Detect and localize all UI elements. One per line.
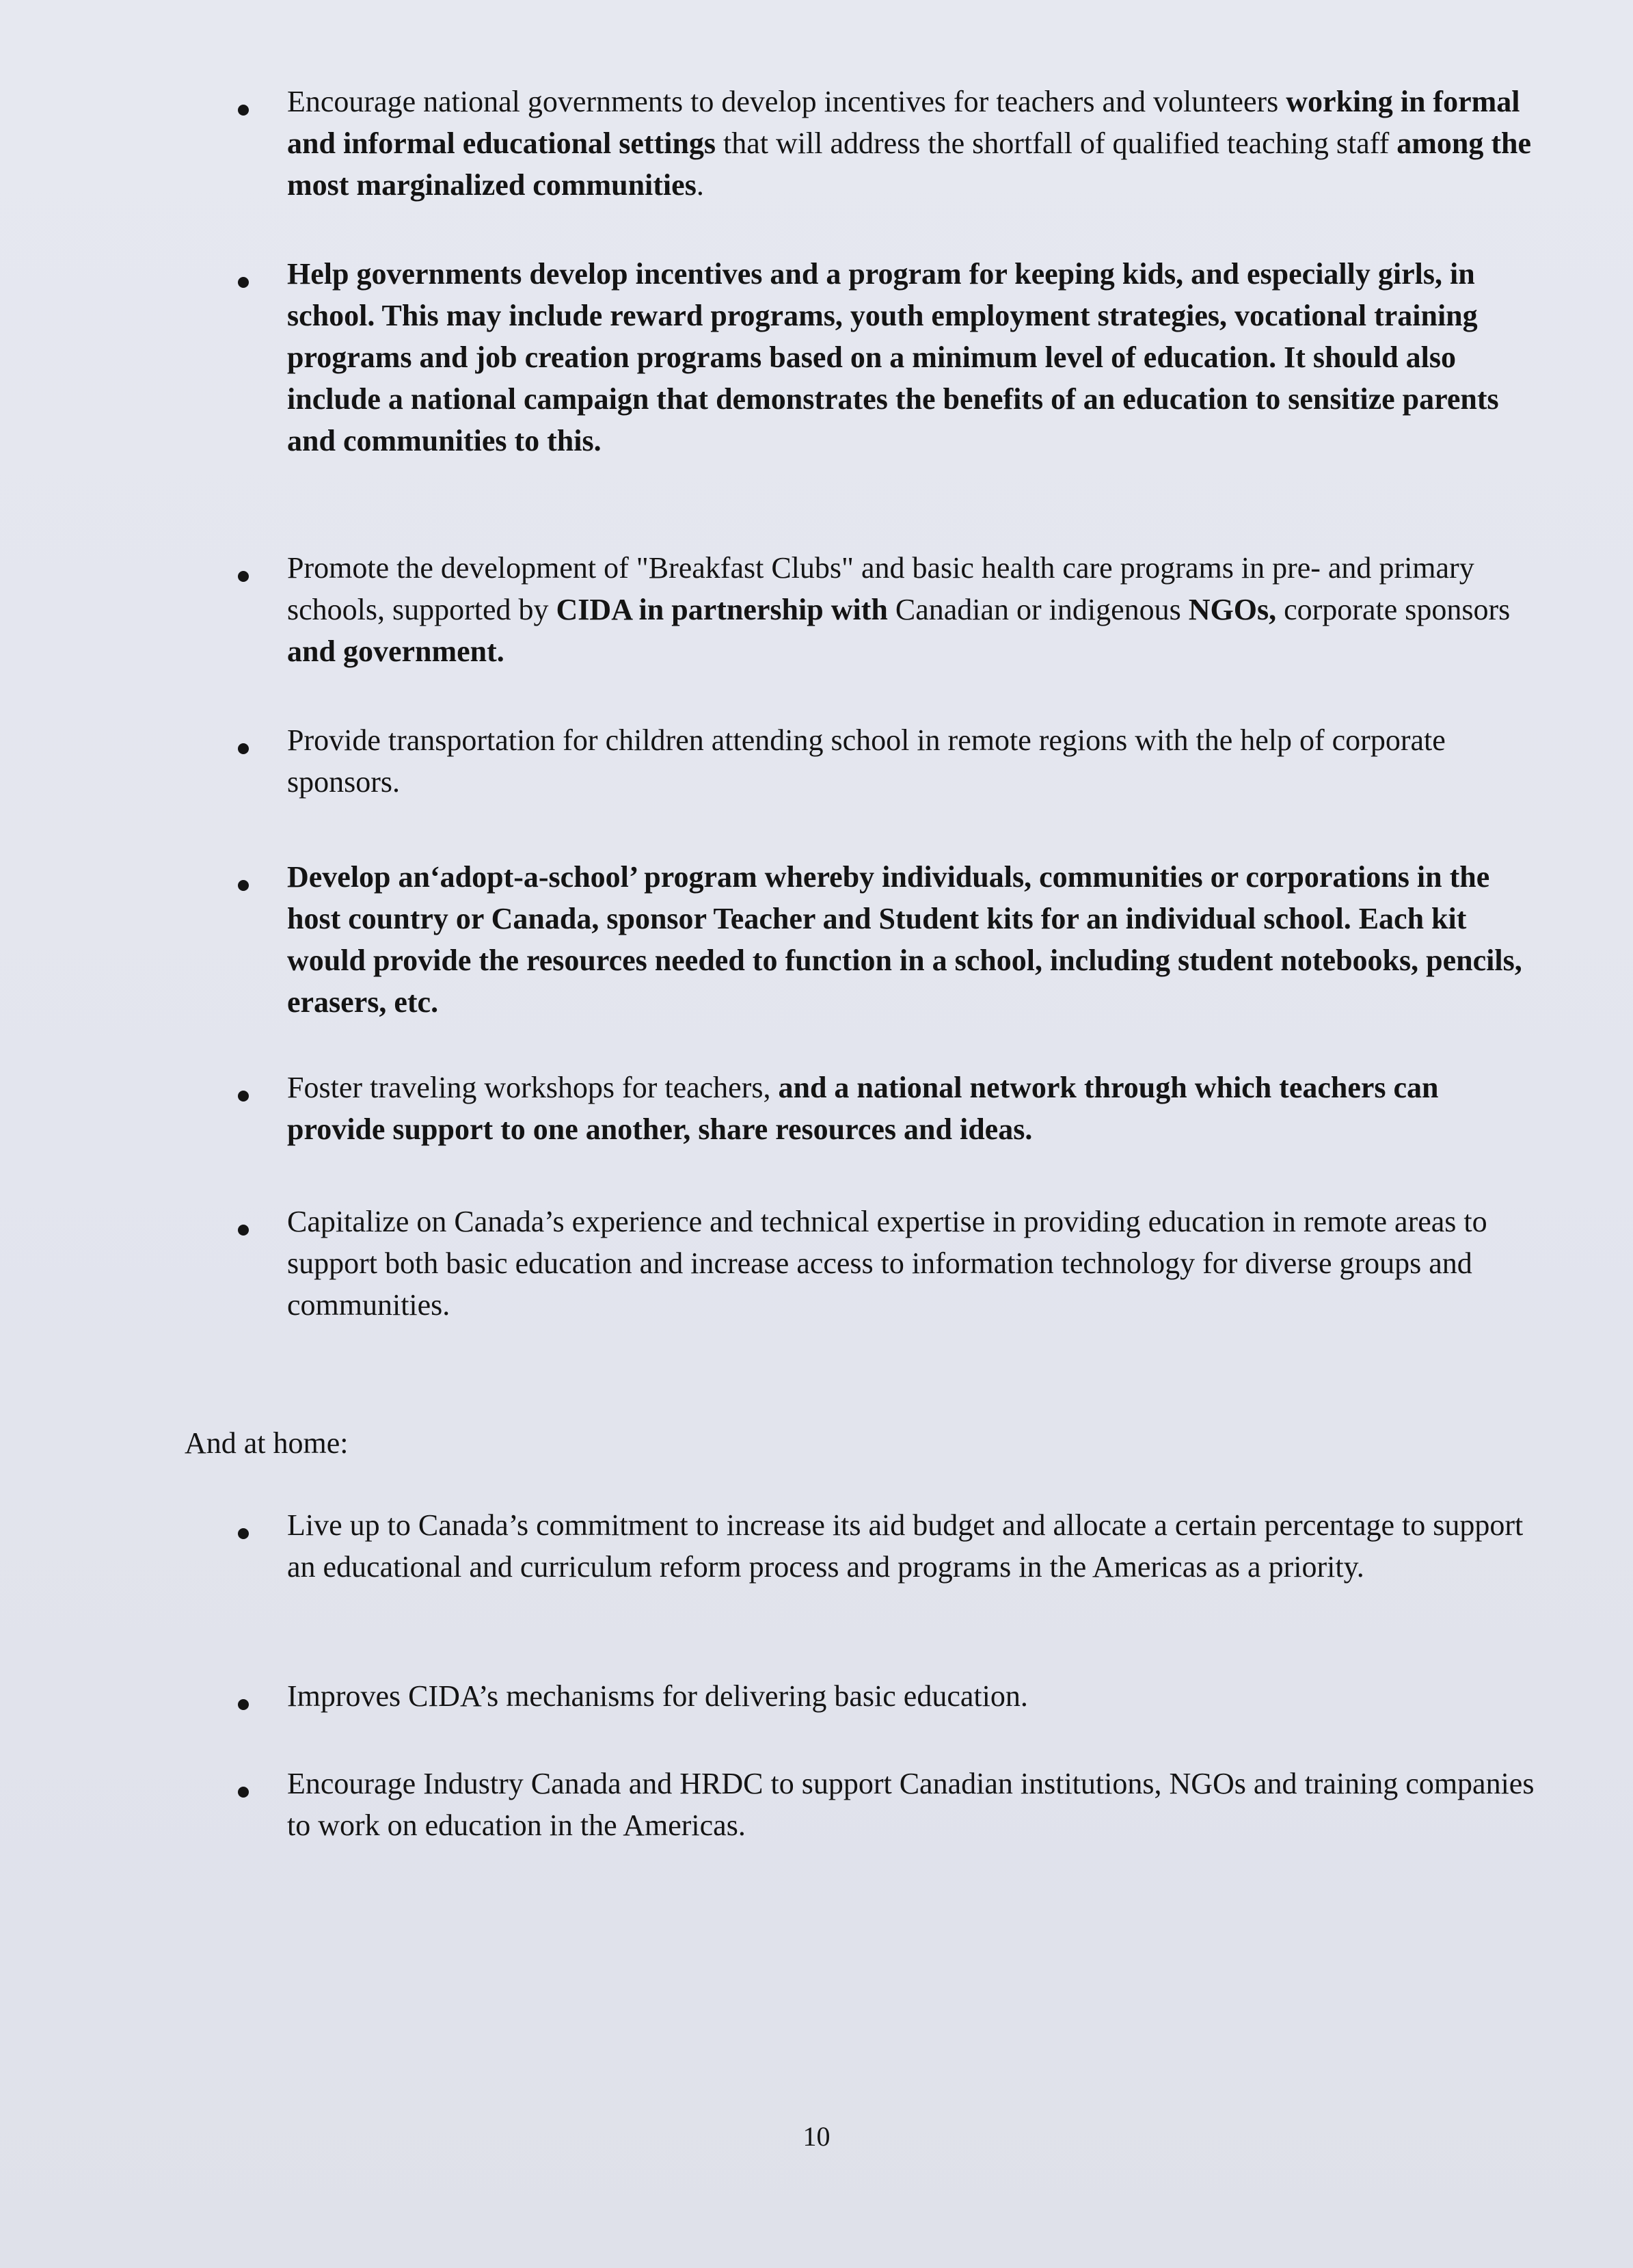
text-segment: Encourage national governments to develop incentives for teachers and volunteers (287, 85, 1286, 118)
list-item-text (287, 547, 1538, 672)
bullet-icon (238, 1528, 249, 1539)
text-segment: Foster traveling workshops for teachers, (287, 1071, 779, 1104)
page-number: 10 (802, 2121, 831, 2152)
bullet-icon (238, 1091, 249, 1102)
list-item-text (287, 1675, 1538, 1717)
bold-text-segment: and a national network through which teachers can provide support to one another, share resources and ideas. (287, 1071, 1439, 1146)
home-intro: And at home: (185, 1426, 349, 1460)
list-item-text (287, 253, 1538, 462)
list-item-text (287, 1504, 1538, 1588)
list-item-text (287, 719, 1538, 803)
list-item-text (287, 1067, 1538, 1150)
bold-text-segment: and government. (287, 635, 504, 668)
bold-text-segment: CIDA in partnership with (556, 593, 888, 626)
text-segment: corporate sponsors (1276, 593, 1511, 626)
list-item-text (287, 81, 1538, 206)
bold-text-segment: working in formal and informal educational settings (287, 85, 1520, 160)
bullet-icon (238, 1699, 249, 1710)
bullet-icon (238, 1225, 249, 1236)
bullet-icon (238, 105, 249, 116)
list-item-text (287, 1201, 1538, 1326)
bullet-icon (238, 1787, 249, 1798)
bullet-icon (238, 277, 249, 288)
list-item-text (287, 1763, 1538, 1846)
bullet-icon (238, 880, 249, 891)
text-segment: Provide transportation for children attending school in remote regions with the help of corporate sponsors. (287, 723, 1446, 799)
bullet-icon (238, 571, 249, 582)
text-segment: Encourage Industry Canada and HRDC to support Canadian institutions, NGOs and training companies to work on education in the Americas. (287, 1767, 1535, 1842)
bold-text-segment: among the most marginalized communities (287, 126, 1532, 202)
bold-text-segment: Help governments develop incentives and a program for keeping kids, and especially girls, in school. This may include reward programs, youth employment strategies, vocational training programs and job creation programs based on a minimum level of education. It should also include a national campaign that demonstrates the benefits of an education to sensitize parents and communities to this. (287, 257, 1499, 457)
text-segment: Improves CIDA’s mechanisms for delivering basic education. (287, 1679, 1028, 1713)
text-segment: . (696, 168, 704, 202)
text-segment: Capitalize on Canada’s experience and technical expertise in providing education in remote areas to support both basic education and increase access to information technology for diverse groups and communities. (287, 1205, 1487, 1322)
list-item-text (287, 856, 1538, 1023)
bold-text-segment: Develop an‘adopt-a-school’ program whereby individuals, communities or corporations in the host country or Canada, sponsor Teacher and Student kits for an individual school. Each kit would provide the resources needed to function in a school, including student notebooks, pencils, erasers, etc. (287, 860, 1522, 1019)
bullet-icon (238, 743, 249, 754)
text-segment: Canadian or indigenous (887, 593, 1189, 626)
text-segment: that will address the shortfall of qualified teaching staff (716, 126, 1397, 160)
text-segment: Live up to Canada’s commitment to increase its aid budget and allocate a certain percentage to support an educational and curriculum reform process and programs in the Americas as a priority. (287, 1508, 1524, 1584)
text-segment: Promote the development of "Breakfast Clubs" and basic health care programs in pre- and primary schools, supported by (287, 551, 1474, 626)
bold-text-segment: NGOs, (1188, 593, 1277, 626)
